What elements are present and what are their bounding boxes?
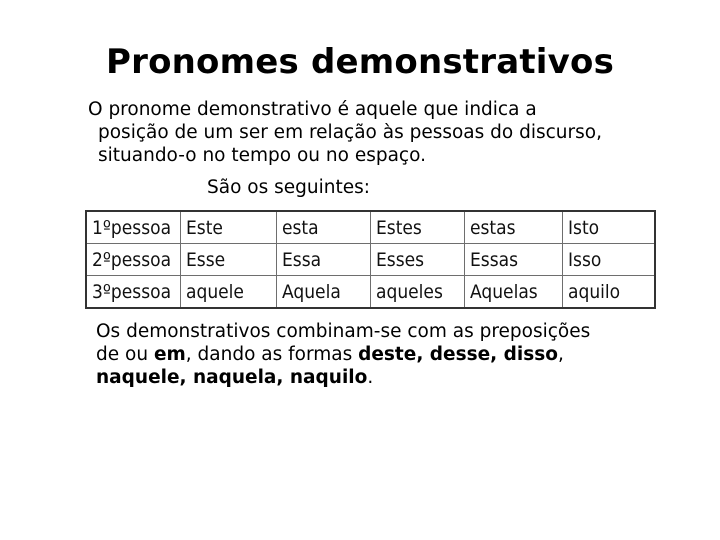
- closing-bold-forms: naquele, naquela, naquilo: [96, 367, 368, 388]
- table-cell: Essas: [465, 244, 563, 276]
- closing-text: de ou: [96, 344, 154, 365]
- intro-line-2: posição de um ser em relação às pessoas do discurso,: [98, 122, 602, 143]
- table-cell: Isso: [563, 244, 656, 276]
- closing-bold-forms: deste, desse, disso: [358, 344, 558, 365]
- table-cell: 2ºpessoa: [86, 244, 181, 276]
- closing-text: ,: [557, 344, 564, 365]
- table-cell: 3ºpessoa: [86, 276, 181, 309]
- closing-line-1: Os demonstrativos combinam-se com as preposições: [96, 321, 591, 342]
- table-cell: Isto: [563, 211, 656, 244]
- table-cell: Essa: [277, 244, 371, 276]
- table-cell: 1ºpessoa: [86, 211, 181, 244]
- table-row: [86, 211, 655, 244]
- table-cell: esta: [277, 211, 371, 244]
- table-cell: Este: [181, 211, 277, 244]
- table-cell: aqueles: [371, 276, 465, 309]
- table-cell: aquilo: [563, 276, 656, 309]
- table-cell: Estes: [371, 211, 465, 244]
- closing-line-2: [96, 343, 564, 366]
- closing-text: , dando as formas: [185, 344, 359, 365]
- intro-line-4: São os seguintes:: [207, 177, 370, 198]
- table-cell: estas: [465, 211, 563, 244]
- closing-text: .: [367, 367, 374, 388]
- table-cell: aquele: [181, 276, 277, 309]
- intro-line-3: situando-o no tempo ou no espaço.: [98, 145, 426, 166]
- intro-line-1: O pronome demonstrativo é aquele que indica a: [88, 99, 537, 120]
- table-row: [86, 276, 655, 309]
- table-row: [86, 244, 655, 276]
- table-cell: Aquela: [277, 276, 371, 309]
- slide-title: Pronomes demonstrativos: [105, 42, 615, 82]
- table-cell: Esse: [181, 244, 277, 276]
- pronouns-table: [85, 210, 656, 309]
- closing-bold-em: em: [153, 344, 186, 365]
- closing-line-3: [96, 366, 373, 389]
- table-cell: Esses: [371, 244, 465, 276]
- table-cell: Aquelas: [465, 276, 563, 309]
